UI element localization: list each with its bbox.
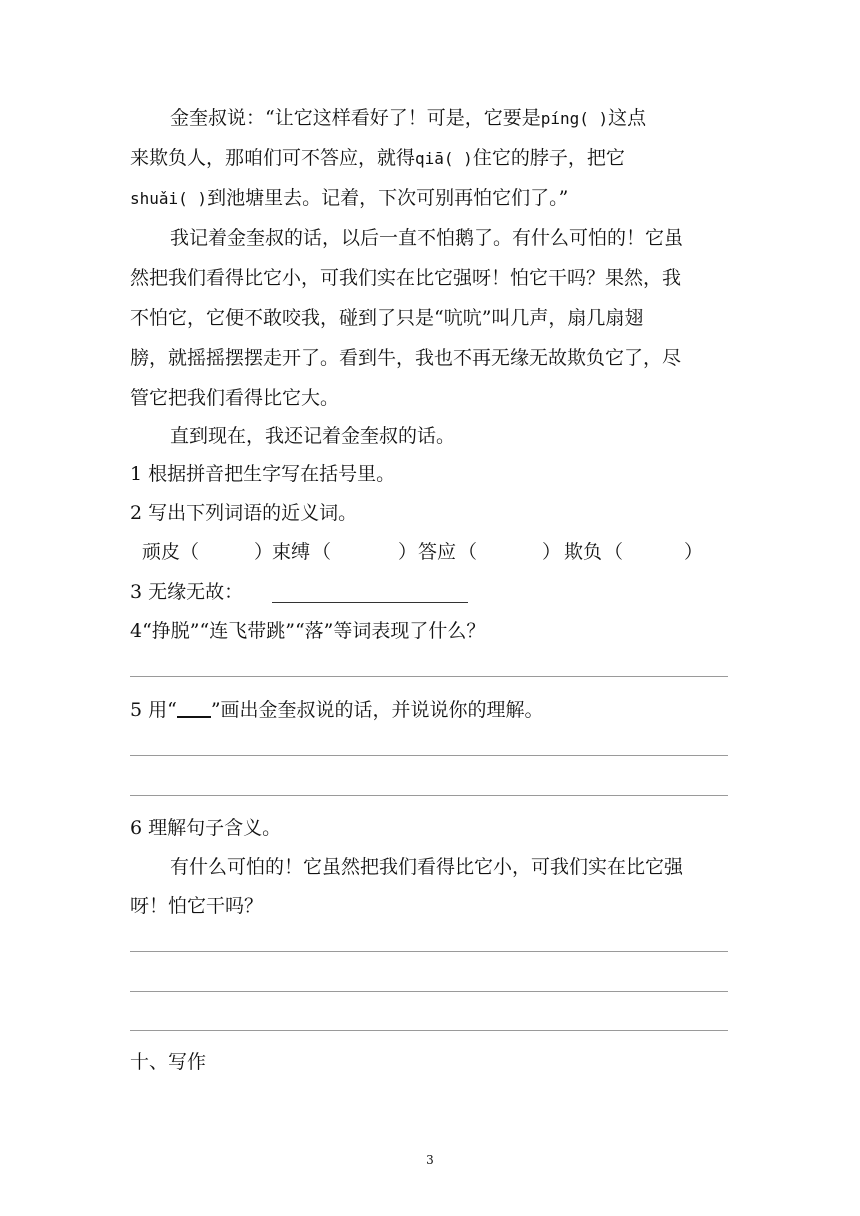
answer-line[interactable] [130,755,728,756]
section-heading: 十、写作 [130,1051,207,1073]
question-3: 3 无缘无故： [130,581,244,603]
pinyin-blank: shuǎi( ) [130,189,208,208]
question-5-text: 5 用“ [130,699,177,721]
passage-text: 金奎叔说：“让它这样看好了！可是，它要是 [170,107,541,129]
open-paren: （ [180,541,200,563]
quoted-sentence: 有什么可怕的！它虽然把我们看得比它小，可我们实在比它强 [170,856,684,878]
answer-line[interactable] [272,602,468,603]
close-paren: ） [542,541,562,563]
answer-line[interactable] [130,1030,728,1031]
synonym-word: 束缚 [272,541,311,563]
answer-line[interactable] [130,951,728,952]
pinyin-blank: qiā( ) [415,149,473,168]
answer-line[interactable] [130,676,728,677]
page-number: 3 [426,1153,434,1167]
open-paren: （ [312,541,332,563]
passage-text: 来欺负人，那咱们可不答应，就得 [130,147,416,169]
answer-line[interactable] [130,795,728,796]
open-paren: （ [604,541,624,563]
close-paren: ） [398,541,418,563]
synonym-word: 答应 [418,541,457,563]
question-2: 2 写出下列词语的近义词。 [130,502,358,524]
question-5 [130,698,730,722]
passage-line: 直到现在，我还记着金奎叔的话。 [170,425,456,447]
passage-line: 我记着金奎叔的话，以后一直不怕鹅了。有什么可怕的！它虽 [170,227,684,249]
pinyin-blank: píng( ) [540,109,609,128]
synonym-word: 欺负 [564,541,603,563]
passage-text: 住它的脖子，把它 [472,147,625,169]
passage-text: 这点 [608,107,647,129]
question-5-text: ”画出金奎叔说的话，并说说你的理解。 [210,699,544,721]
question-6: 6 理解句子含义。 [130,817,282,839]
close-paren: ） [684,541,704,563]
passage-line: 不怕它，它便不敢咬我，碰到了只是“吭吭”叫几声，扇几扇翅 [130,307,644,329]
open-paren: （ [458,541,478,563]
passage-line [130,146,730,171]
passage-text: 到池塘里去。记着，下次可别再怕它们了。” [207,187,569,209]
quoted-sentence: 呀！怕它干吗？ [130,895,264,917]
passage-line [170,106,770,131]
synonym-word: 顽皮 [142,541,181,563]
underline-mark [177,698,211,718]
question-1: 1 根据拼音把生字写在括号里。 [130,463,396,485]
answer-line[interactable] [130,991,728,992]
question-4: 4“挣脱”“连飞带跳”“落”等词表现了什么？ [130,620,486,642]
passage-line [130,186,730,211]
passage-line: 管它把我们看得比它大。 [130,387,340,409]
close-paren: ） [254,541,274,563]
passage-line: 然把我们看得比它小，可我们实在比它强呀！怕它干吗？果然，我 [130,267,682,289]
passage-line: 膀，就摇摇摆摆走开了。看到牛，我也不再无缘无故欺负它了，尽 [130,347,682,369]
